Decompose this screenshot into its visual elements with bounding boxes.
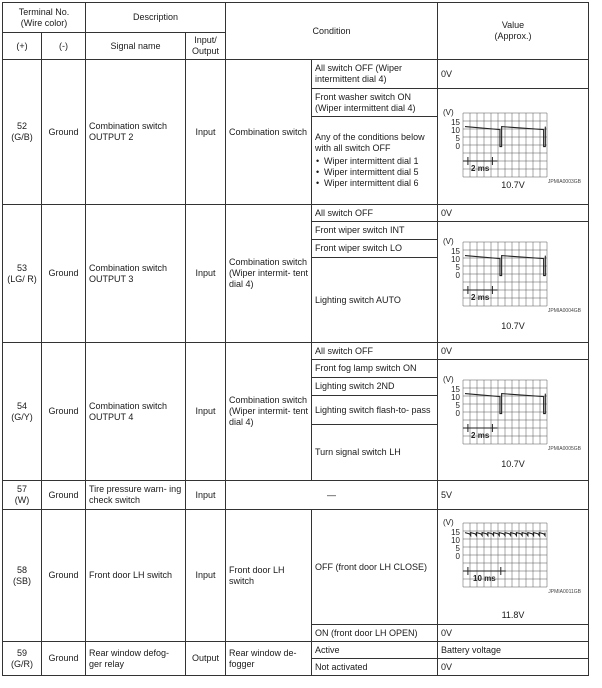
condition-main-cell: Combination switch (Wiper intermit- tent dial 4) bbox=[226, 343, 312, 481]
condition-cell: OFF (front door LH CLOSE) bbox=[312, 510, 438, 625]
table-row bbox=[3, 642, 589, 659]
condition-cell: Lighting switch AUTO bbox=[312, 258, 438, 343]
condition-list bbox=[315, 156, 434, 189]
waveform-chart bbox=[441, 513, 585, 621]
tick-label: 0 bbox=[455, 271, 460, 280]
waveform-cell bbox=[438, 89, 589, 205]
io-cell: Input bbox=[186, 481, 226, 510]
header-approx-text: (Approx.) bbox=[494, 31, 532, 41]
time-scale-label: 2 ms bbox=[471, 293, 490, 302]
condition-main-cell: Front door LH switch bbox=[226, 510, 312, 642]
value-cell: 0V bbox=[438, 343, 589, 360]
tick-label: 5 bbox=[455, 133, 460, 143]
tick-label: 5 bbox=[455, 401, 460, 410]
header-minus: (-) bbox=[42, 33, 86, 60]
waveform-chart bbox=[441, 103, 585, 191]
signal-name-cell: Rear window defog- ger relay bbox=[86, 642, 186, 676]
condition-cell bbox=[312, 117, 438, 205]
condition-cell: — bbox=[226, 481, 438, 510]
tick-label: 15 bbox=[451, 247, 460, 256]
figure-code: JPMIA0005GB bbox=[547, 446, 581, 452]
signal-name-cell: Combination switch OUTPUT 3 bbox=[86, 205, 186, 343]
waveform-unit: (V) bbox=[443, 375, 454, 384]
tick-label: 10 bbox=[451, 393, 460, 402]
tick-label: 5 bbox=[455, 263, 460, 272]
condition-cell: All switch OFF (Wiper intermittent dial 4) bbox=[312, 60, 438, 89]
table-row bbox=[3, 343, 589, 360]
waveform-value: 11.8V bbox=[501, 610, 525, 620]
header-terminal-no-text: Terminal No. bbox=[18, 6, 70, 17]
list-item: • Wiper intermittent dial 5 bbox=[315, 167, 434, 178]
terminal-spec-table bbox=[2, 2, 589, 676]
wire-color: (SB) bbox=[13, 575, 31, 586]
time-scale-label: 2 ms bbox=[471, 163, 490, 173]
waveform-chart bbox=[441, 370, 585, 470]
io-cell: Input bbox=[186, 60, 226, 205]
value-cell: 0V bbox=[438, 625, 589, 642]
figure-code: JPMIA0004GB bbox=[547, 308, 581, 314]
terminal-cell bbox=[3, 205, 42, 343]
condition-cell: Lighting switch flash-to- pass bbox=[312, 396, 438, 425]
value-cell: 0V bbox=[438, 60, 589, 89]
tick-label: 15 bbox=[451, 385, 460, 394]
condition-text: Any of the conditions below with all switch OFF bbox=[315, 132, 425, 153]
condition-cell: Not activated bbox=[312, 659, 438, 676]
terminal-cell bbox=[3, 60, 42, 205]
signal-name-cell: Tire pressure warn- ing check switch bbox=[86, 481, 186, 510]
waveform-cell bbox=[438, 510, 589, 625]
waveform-unit: (V) bbox=[443, 237, 454, 246]
io-cell: Output bbox=[186, 642, 226, 676]
waveform-cell bbox=[438, 222, 589, 343]
condition-main-cell: Combination switch bbox=[226, 60, 312, 205]
io-cell: Input bbox=[186, 510, 226, 642]
terminal-cell bbox=[3, 343, 42, 481]
header-value-text: Value bbox=[501, 20, 525, 30]
waveform-value: 10.7V bbox=[501, 321, 525, 331]
waveform-value: 10.7V bbox=[501, 459, 525, 469]
header-value bbox=[438, 3, 589, 60]
condition-main-cell: Combination switch (Wiper intermit- tent dial 4) bbox=[226, 205, 312, 343]
condition-cell: Turn signal switch LH bbox=[312, 425, 438, 481]
terminal-number: 58 bbox=[16, 564, 27, 575]
wire-color: (W) bbox=[14, 495, 30, 505]
wire-color: (G/Y) bbox=[11, 411, 33, 422]
waveform-value: 10.7V bbox=[501, 179, 525, 190]
time-scale-label: 2 ms bbox=[471, 431, 490, 440]
minus-cell: Ground bbox=[42, 205, 86, 343]
tick-label: 0 bbox=[455, 552, 460, 561]
tick-label: 0 bbox=[455, 141, 460, 151]
condition-cell: Front wiper switch LO bbox=[312, 240, 438, 258]
tick-label: 5 bbox=[455, 544, 460, 553]
waveform-chart bbox=[441, 232, 585, 332]
wire-color: (G/R) bbox=[11, 658, 33, 669]
header-description: Description bbox=[86, 3, 226, 33]
condition-cell: ON (front door LH OPEN) bbox=[312, 625, 438, 642]
terminal-number: 57 bbox=[16, 484, 27, 494]
value-cell: 5V bbox=[438, 481, 589, 510]
table-row bbox=[3, 510, 589, 625]
condition-cell: Front fog lamp switch ON bbox=[312, 360, 438, 378]
header-wire-color-text: (Wire color) bbox=[20, 17, 68, 28]
header-signal-name: Signal name bbox=[86, 33, 186, 60]
minus-cell: Ground bbox=[42, 642, 86, 676]
figure-code: JPMIA0003GB bbox=[547, 178, 581, 185]
terminal-number: 52 bbox=[16, 121, 27, 131]
terminal-number: 54 bbox=[16, 400, 27, 411]
terminal-cell bbox=[3, 510, 42, 642]
tick-label: 10 bbox=[451, 255, 460, 264]
signal-name-cell: Front door LH switch bbox=[86, 510, 186, 642]
minus-cell: Ground bbox=[42, 60, 86, 205]
condition-cell: Active bbox=[312, 642, 438, 659]
header-input-output: Input/ Output bbox=[186, 33, 226, 60]
io-cell: Input bbox=[186, 205, 226, 343]
list-item: • Wiper intermittent dial 1 bbox=[315, 156, 434, 167]
tick-label: 15 bbox=[451, 528, 460, 537]
tick-label: 15 bbox=[451, 117, 460, 127]
header-terminal-no bbox=[3, 3, 86, 33]
table-row bbox=[3, 205, 589, 222]
terminal-cell bbox=[3, 642, 42, 676]
tick-label: 10 bbox=[451, 536, 460, 545]
wire-color: (G/B) bbox=[11, 132, 33, 142]
value-cell: 0V bbox=[438, 205, 589, 222]
condition-cell: All switch OFF bbox=[312, 343, 438, 360]
condition-cell: Front wiper switch INT bbox=[312, 222, 438, 240]
waveform-cell bbox=[438, 360, 589, 481]
figure-code: JPMIA0011GB bbox=[548, 589, 581, 595]
wire-color: (LG/ R) bbox=[7, 273, 37, 284]
terminal-number: 53 bbox=[16, 262, 27, 273]
minus-cell: Ground bbox=[42, 343, 86, 481]
waveform-unit: (V) bbox=[443, 518, 454, 527]
terminal-number: 59 bbox=[16, 647, 27, 658]
table-row bbox=[3, 60, 589, 89]
condition-cell: Front washer switch ON (Wiper intermittent dial 4) bbox=[312, 89, 438, 117]
tick-label: 10 bbox=[451, 125, 460, 135]
waveform-unit: (V) bbox=[443, 107, 454, 117]
io-cell: Input bbox=[186, 343, 226, 481]
value-cell: 0V bbox=[438, 659, 589, 676]
list-item: • Wiper intermittent dial 6 bbox=[315, 178, 434, 189]
terminal-cell bbox=[3, 481, 42, 510]
condition-main-cell: Rear window de- fogger bbox=[226, 642, 312, 676]
condition-cell: All switch OFF bbox=[312, 205, 438, 222]
condition-cell: Lighting switch 2ND bbox=[312, 378, 438, 396]
time-scale-label: 10 ms bbox=[473, 574, 496, 583]
minus-cell: Ground bbox=[42, 481, 86, 510]
signal-name-cell: Combination switch OUTPUT 2 bbox=[86, 60, 186, 205]
minus-cell: Ground bbox=[42, 510, 86, 642]
table-row bbox=[3, 481, 589, 510]
tick-label: 0 bbox=[455, 409, 460, 418]
header-condition: Condition bbox=[226, 3, 438, 60]
header-plus: (+) bbox=[3, 33, 42, 60]
signal-name-cell: Combination switch OUTPUT 4 bbox=[86, 343, 186, 481]
value-cell: Battery voltage bbox=[438, 642, 589, 659]
